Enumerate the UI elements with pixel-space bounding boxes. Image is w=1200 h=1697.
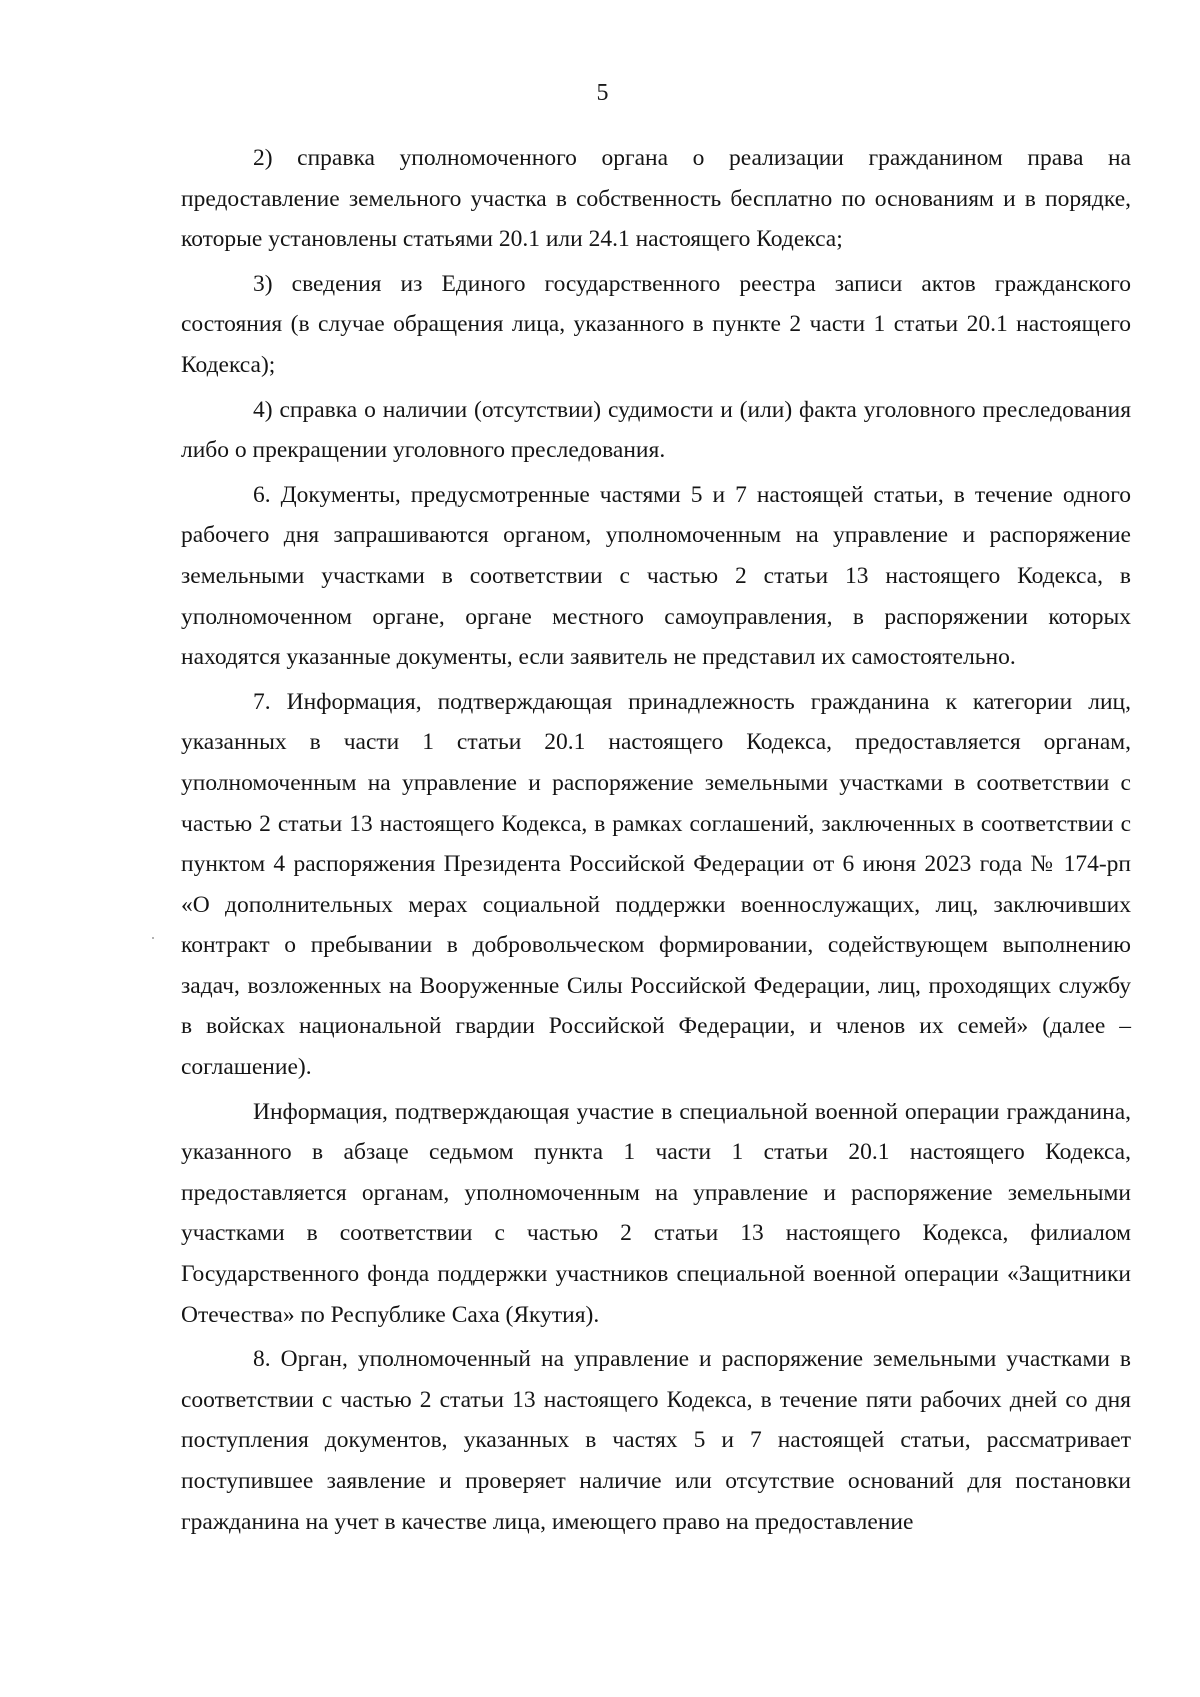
paragraph-part-8: 8. Орган, уполномоченный на управление и распоряжение земельными участками в соответствии с частью 2 статьи 13 настоящего Кодекса, в течение пяти рабочих дней со дня поступления документов, указанных в частях 5 и 7 настоящей статьи, рассматривает поступившее заявление и проверяет наличие или отсутствие оснований для постановки гражданина на учет в качестве лица, имеющего право на предоставление: [181, 1346, 1131, 1535]
document-body: [181, 138, 1131, 1542]
paragraph-part-7-continued: Информация, подтверждающая участие в специальной военной операции гражданина, указанного в абзаце седьмом пункта 1 части 1 статьи 20.1 настоящего Кодекса, предоставляется органам, уполномоченным на управление и распоряжение земельными участками в соответствии с частью 2 статьи 13 настоящего Кодекса, филиалом Государственного фонда поддержки участников специальной военной операции «Защитники Отечества» по Республике Саха (Якутия).: [181, 1098, 1131, 1328]
paragraph-item-3: 3) сведения из Единого государственного реестра записи актов гражданского состояния (в случае обращения лица, указанного в пункте 2 части 1 статьи 20.1 настоящего Кодекса);: [181, 270, 1131, 378]
paragraph-item-4: 4) справка о наличии (отсутствии) судимости и (или) факта уголовного преследования либо о прекращении уголовного преследования.: [181, 396, 1131, 464]
paragraph-item-2: 2) справка уполномоченного органа о реализации гражданином права на предоставление земельного участка в собственность бесплатно по основаниям и в порядке, которые установлены статьями 20.1 или 24.1 настоящего Кодекса;: [181, 145, 1131, 253]
page-number: 5: [596, 80, 609, 106]
scan-speck: [152, 937, 154, 939]
paragraph-part-7: 7. Информация, подтверждающая принадлежность гражданина к категории лиц, указанных в части 1 статьи 20.1 настоящего Кодекса, предоставляется органам, уполномоченным на управление и распоряжение земельными участками в соответствии с частью 2 статьи 13 настоящего Кодекса, в рамках соглашений, заключенных в соответствии с пунктом 4 распоряжения Президента Российской Федерации от 6 июня 2023 года № 174-рп «О дополнительных мерах социальной поддержки военнослужащих, лиц, заключивших контракт о пребывании в добровольческом формировании, содействующем выполнению задач, возложенных на Вооруженные Силы Российской Федерации, лиц, проходящих службу в войсках национальной гвардии Российской Федерации, и членов их семей» (далее – соглашение).: [181, 688, 1131, 1081]
paragraph-part-6: 6. Документы, предусмотренные частями 5 и 7 настоящей статьи, в течение одного рабочего дня запрашиваются органом, уполномоченным на управление и распоряжение земельными участками в соответствии с частью 2 статьи 13 настоящего Кодекса, в уполномоченном органе, органе местного самоуправления, в распоряжении которых находятся указанные документы, если заявитель не представил их самостоятельно.: [181, 481, 1131, 671]
